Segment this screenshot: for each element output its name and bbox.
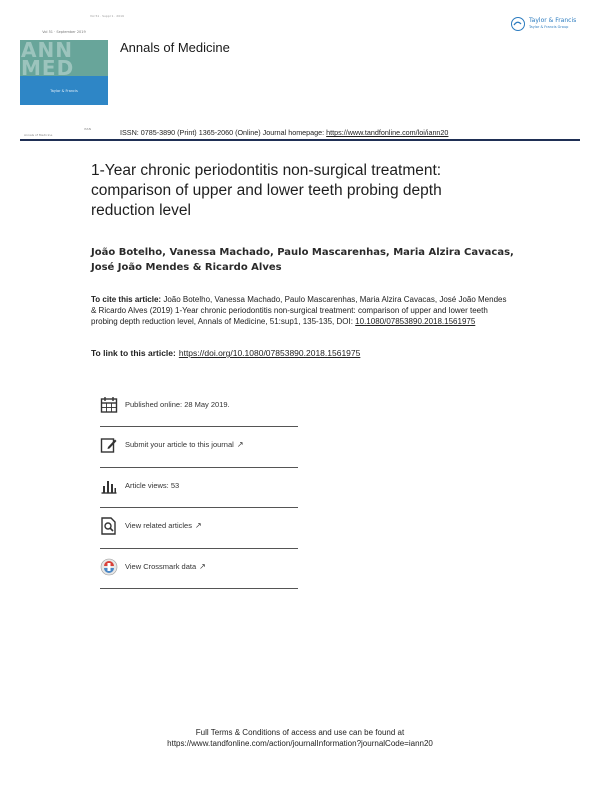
cite-doi-link[interactable]: 10.1080/07853890.2018.1561975 <box>355 317 476 326</box>
published-date: Published online: 28 May 2019. <box>125 400 230 409</box>
info-divider <box>100 507 298 508</box>
article-authors: João Botelho, Vanessa Machado, Paulo Mascarenhas, Maria Alzira Cavacas, José João Mendes & Ricardo Alves <box>91 247 514 273</box>
edit-icon <box>100 436 118 454</box>
journal-title[interactable]: Annals of Medicine <box>120 40 230 55</box>
cover-top-text: Vol 51 · Suppl 1 · 2019 <box>90 14 124 18</box>
footer-journal-info-link[interactable]: https://www.tandfonline.com/action/journalInformation?journalCode=iann20 <box>167 739 433 748</box>
external-link-icon: ↗ <box>236 440 244 449</box>
cover-subtitle: Taylor & Francis <box>50 89 78 93</box>
related-articles-link[interactable] <box>125 521 202 530</box>
info-divider <box>100 426 298 427</box>
crossmark-icon <box>100 558 118 576</box>
crossmark-row[interactable] <box>100 558 298 584</box>
crossmark-label: View Crossmark data <box>125 562 197 571</box>
external-link-icon: ↗ <box>194 521 202 530</box>
footer-terms: Full Terms & Conditions of access and use can be found at <box>195 728 405 737</box>
article-views-row <box>100 477 298 503</box>
tiny-issn-label: ISSN <box>84 127 91 131</box>
related-articles-row[interactable] <box>100 517 298 543</box>
calendar-icon <box>100 396 118 414</box>
cite-label: To cite this article: <box>91 295 162 304</box>
issn-text: ISSN: 0785-3890 (Print) 1365-2060 (Online) Journal homepage: <box>120 128 327 137</box>
published-row <box>100 396 298 422</box>
submit-article-row[interactable] <box>100 436 298 462</box>
cite-text: João Botelho, Vanessa Machado, Paulo Mascarenhas, Maria Alzira Cavacas, José João Mendes & Ricardo Alves (2019) 1-Year chronic periodontitis non-surgical treatment: comparison of upper and lower teeth probing depth reduction level, Annals of Medicine, 51:sup1, 135-135, DOI: <box>91 295 507 326</box>
link-label: To link to this article: <box>91 348 176 358</box>
external-link-icon: ↗ <box>199 562 206 571</box>
search-document-icon <box>100 517 118 535</box>
related-articles-label: View related articles <box>125 521 192 530</box>
publisher-name: Taylor & Francis <box>529 17 577 24</box>
journal-homepage-link[interactable]: https://www.tandfonline.com/loi/iann20 <box>326 128 449 137</box>
article-doi-link[interactable]: https://doi.org/10.1080/07853890.2018.1561975 <box>178 348 361 358</box>
tiny-journal-label: Annals of Medicine <box>24 133 53 137</box>
issn-line <box>120 128 448 137</box>
info-divider <box>100 588 298 589</box>
footer <box>0 727 600 749</box>
submit-article-label: Submit your article to this journal <box>125 440 234 449</box>
publisher-logo[interactable] <box>511 17 581 35</box>
publisher-logo-icon <box>511 17 525 31</box>
info-divider <box>100 548 298 549</box>
submit-article-link[interactable] <box>125 440 244 449</box>
bar-chart-icon <box>100 477 118 495</box>
publisher-group: Taylor & Francis Group <box>529 25 569 29</box>
article-title: 1-Year chronic periodontitis non-surgical treatment: comparison of upper and lower teeth probing depth reduction level <box>91 162 442 219</box>
journal-cover[interactable] <box>20 40 108 105</box>
cover-strip: Vol 51 · September 2019 <box>42 30 86 34</box>
crossmark-link[interactable] <box>125 562 206 571</box>
article-views: Article views: 53 <box>125 481 180 490</box>
cover-word-ann: ANN <box>21 38 73 62</box>
cover-word-med: MED <box>21 56 75 80</box>
link-to-article <box>91 348 360 358</box>
citation-block <box>91 294 511 327</box>
info-divider <box>100 467 298 468</box>
header-divider <box>20 139 580 141</box>
